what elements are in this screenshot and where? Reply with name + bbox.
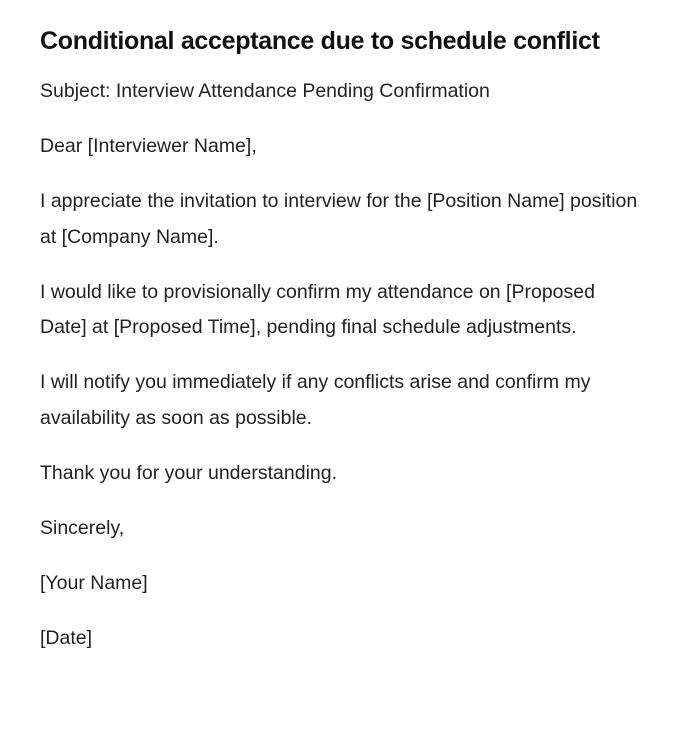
closing: Sincerely, xyxy=(40,516,125,539)
body-paragraph: Thank you for your understanding. xyxy=(40,461,338,484)
body-paragraph: I will notify you immediately if any conflicts arise and confirm my availability as soon as possible. xyxy=(40,371,591,429)
signature-name: [Your Name] xyxy=(40,571,148,594)
body-paragraph: I appreciate the invitation to interview for the [Position Name] position at [Company Name]. xyxy=(40,190,638,248)
page-title: Conditional acceptance due to schedule conflict xyxy=(40,27,600,55)
signature-date: [Date] xyxy=(40,626,93,649)
subject-line: Subject: Interview Attendance Pending Confirmation xyxy=(40,80,490,102)
salutation: Dear [Interviewer Name], xyxy=(40,135,257,157)
body-paragraph: I would like to provisionally confirm my attendance on [Proposed Date] at [Proposed Time], pending final schedule adjustments. xyxy=(40,280,595,338)
